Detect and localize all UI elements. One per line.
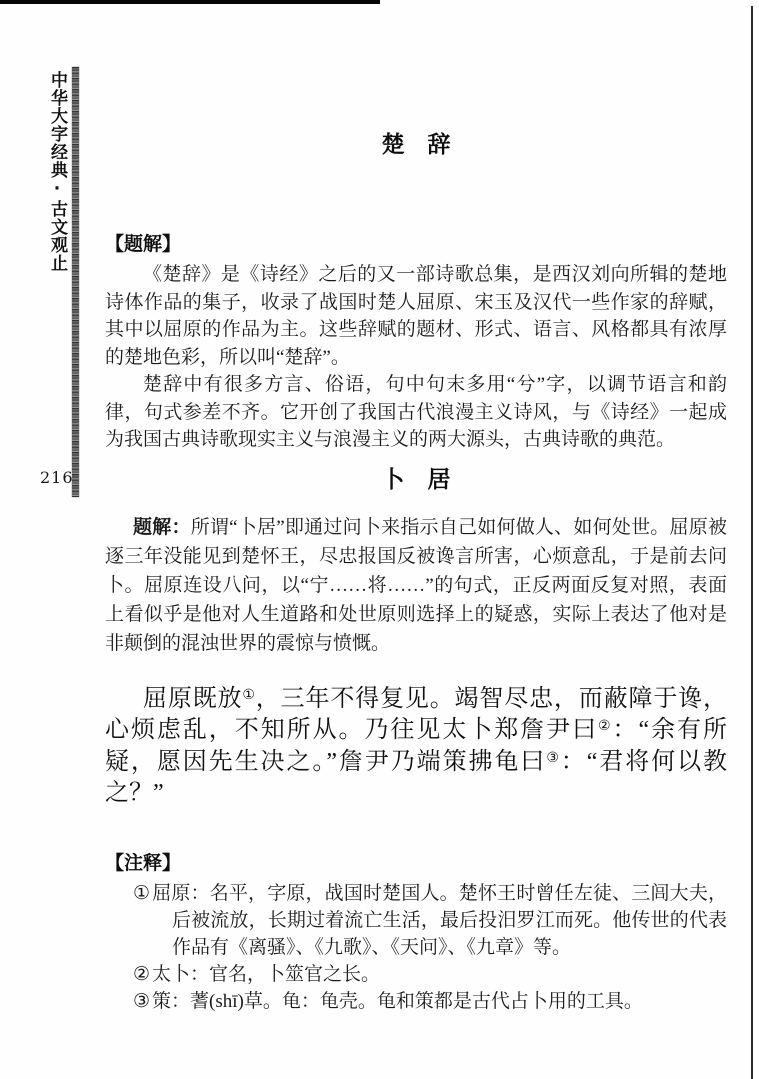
footnote-ref-2: ② <box>598 719 613 734</box>
chapter-title-chuci: 楚 辞 <box>381 132 451 158</box>
chuci-paragraph-1: 《楚辞》是《诗经》之后的又一部诗歌总集，是西汉刘向所辑的楚地诗体作品的集子，收录了战国时楚人屈原、宋玉及汉代一些作家的辞赋，其中以屈原的作品为主。这些辞赋的题材、形式、语言、风格都具有浓厚的楚地色彩，所以叫“楚辞”。 <box>105 264 727 368</box>
tijie-heading-chuci: 【题解】 <box>105 233 182 255</box>
tijie-text: 所谓“卜居”即通过问卜来指示自己如何做人、如何处世。屈原被逐三年没能见到楚怀王，尽忠报国反被谗言所害，心烦意乱，于是前去问卜。屈原连设八问，以“宁……将……”的句式，正反两面反复对照，表面上看似乎是他对人生道路和处世原则选择上的疑惑，实际上表达了他对是非颠倒的混浊世界的震惊与愤慨。 <box>105 516 727 654</box>
annotation-item-1 <box>133 880 727 961</box>
zhushi-heading: 【注释】 <box>105 851 182 874</box>
annotation-text: 屈原：名平，字原，战国时楚国人。楚怀王时曾任左徒、三闾大夫，后被流放，长期过着流亡生活，最后投汨罗江而死。他传世的代表作品有《离骚》、《九歌》、《天问》、《九章》等。 <box>152 882 727 958</box>
annotation-marker: ① <box>133 882 153 904</box>
classical-passage <box>105 684 727 810</box>
chapter-title-buju: 卜 居 <box>381 466 451 493</box>
passage-segment: ，三年不得复见。竭智尽忠，而蔽障于谗，心烦虑乱，不知所从。乃往见太卜郑詹尹曰 <box>105 685 728 743</box>
page-number: 216 <box>40 468 74 487</box>
buju-tijie-paragraph <box>105 513 727 658</box>
tijie-label: 题解： <box>133 515 191 538</box>
annotation-text: 太卜：官名，卜筮官之长。 <box>152 963 381 985</box>
passage-segment: ：“余有所疑，愿因先生决之。”詹尹乃端策拂龟曰 <box>105 717 727 775</box>
footnote-ref-3: ③ <box>546 750 561 766</box>
annotation-marker: ② <box>133 963 153 985</box>
annotation-item-2 <box>133 961 727 988</box>
footnote-ref-1: ① <box>242 687 256 703</box>
annotation-list <box>105 880 727 1015</box>
annotation-text: 策：蓍(shī)草。龟：龟壳。龟和策都是古代占卜用的工具。 <box>152 990 643 1012</box>
chuci-paragraph-2: 楚辞中有很多方言、俗语，句中句末多用“兮”字，以调节语言和韵律，句式参差不齐。它开创了我国古代浪漫主义诗风，与《诗经》一起成为我国古典诗歌现实主义与浪漫主义的两大源头，古典诗歌的典范。 <box>105 374 727 450</box>
series-title-vertical: 中华大字经典·古文观止 <box>47 71 67 272</box>
scan-edge-artifact-right <box>751 6 753 1079</box>
main-content <box>105 0 727 1015</box>
annotation-marker: ③ <box>133 990 153 1012</box>
passage-segment: 屈原既放 <box>143 685 243 712</box>
passage-segment: ：“君将何以教之？” <box>105 748 727 806</box>
annotation-item-3 <box>133 988 727 1015</box>
decorative-side-band <box>72 67 79 497</box>
